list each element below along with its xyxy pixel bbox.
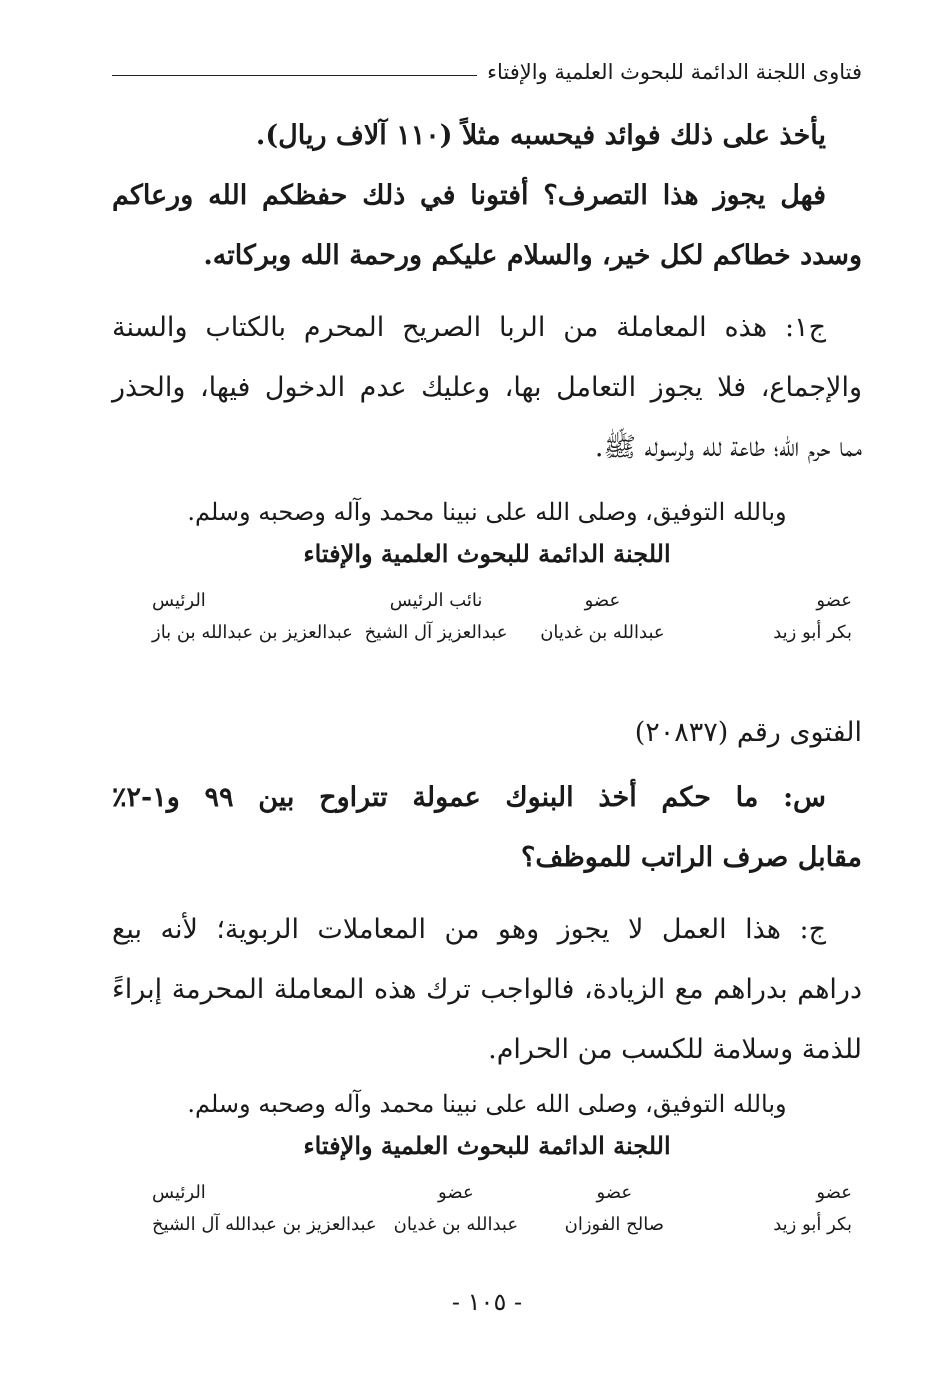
signatory xyxy=(353,586,519,650)
running-title: فتاوى اللجنة الدائمة للبحوث العلمية والإفتاء xyxy=(487,60,862,84)
signatory xyxy=(519,586,685,650)
signatory-role: عضو xyxy=(438,1182,474,1203)
signatory-name: عبدالعزيز بن عبدالله آل الشيخ xyxy=(152,1214,377,1235)
closing-2 xyxy=(112,1082,862,1166)
header-rule xyxy=(112,75,477,76)
fatwa-number-text: الفتوى رقم (٢٠٨٣٧) xyxy=(634,717,862,748)
signatures-2 xyxy=(152,1178,852,1242)
text-line: للذمة وسلامة للكسب من الحرام. xyxy=(488,1034,862,1065)
document-page xyxy=(112,48,862,1348)
signatory-role: عضو xyxy=(584,590,621,611)
signatory-name: بكر أبو زيد xyxy=(773,1214,852,1235)
text-line: دراهم بدراهم مع الزيادة، فالواجب ترك هذه المعاملة المحرمة إبراءً xyxy=(112,974,862,1005)
running-header xyxy=(112,60,862,84)
signatory-name: عبدالعزيز بن عبدالله بن باز xyxy=(152,622,353,643)
question-end xyxy=(112,166,862,286)
signatory-role: عضو xyxy=(816,1182,852,1203)
signatory-role: عضو xyxy=(816,590,852,611)
closing-text: وبالله التوفيق، وصلى الله على نبينا محمد وآله وصحبه وسلم. xyxy=(187,1090,787,1118)
text-line: ج: هذا العمل لا يجوز وهو من المعاملات الربوية؛ لأنه بيع xyxy=(112,914,826,945)
signatory-name: عبدالعزيز آل الشيخ xyxy=(364,622,508,643)
answer-1 xyxy=(112,298,862,478)
text-line: وسدد خطاكم لكل خير، والسلام عليكم ورحمة الله وبركاته. xyxy=(203,240,862,271)
signatory xyxy=(686,586,852,650)
closing-1 xyxy=(112,490,862,574)
signatory-name: عبدالله بن غديان xyxy=(540,622,665,643)
signatory xyxy=(152,1178,377,1242)
signatory xyxy=(535,1178,693,1242)
page-number: - ١٠٥ - xyxy=(451,1288,523,1316)
text-line: ج١: هذه المعاملة من الربا الصريح المحرم بالكتاب والسنة xyxy=(112,312,826,343)
signatory-name: عبدالله بن غديان xyxy=(393,1214,519,1235)
question-2 xyxy=(112,768,862,888)
answer-2 xyxy=(112,900,862,1080)
committee-name: اللجنة الدائمة للبحوث العلمية والإفتاء xyxy=(303,539,671,568)
text-line: فهل يجوز هذا التصرف؟ أفتونا في ذلك حفظكم الله ورعاكم xyxy=(112,180,826,211)
signatures-1 xyxy=(152,586,852,650)
signatory xyxy=(377,1178,535,1242)
text-line: مقابل صرف الراتب للموظف؟ xyxy=(521,842,862,873)
text-line: والإجماع، فلا يجوز التعامل بها، وعليك عدم الدخول فيها، والحذر xyxy=(112,372,862,403)
signatory-role: الرئيس xyxy=(152,590,206,611)
text-line: مما حرم الله؛ طاعة لله ولرسوله ﷺ. xyxy=(594,432,862,463)
signatory-name: بكر أبو زيد xyxy=(773,622,852,643)
closing-text: وبالله التوفيق، وصلى الله على نبينا محمد وآله وصحبه وسلم. xyxy=(187,498,787,526)
text-line: يأخذ على ذلك فوائد فيحسبه مثلاً (١١٠ آلاف ريال). xyxy=(255,120,826,151)
committee-name: اللجنة الدائمة للبحوث العلمية والإفتاء xyxy=(303,1131,671,1160)
signatory xyxy=(694,1178,852,1242)
signatory-role: الرئيس xyxy=(152,1182,206,1203)
question-tail xyxy=(112,106,862,166)
signatory-name: صالح الفوزان xyxy=(564,1214,665,1235)
signatory-role: عضو xyxy=(596,1182,633,1203)
signatory xyxy=(152,586,353,650)
text-line: س: ما حكم أخذ البنوك عمولة تتراوح بين ٩٩ و١-٢٪ xyxy=(112,782,826,813)
fatwa-number xyxy=(112,708,862,758)
signatory-role: نائب الرئيس xyxy=(389,590,483,611)
